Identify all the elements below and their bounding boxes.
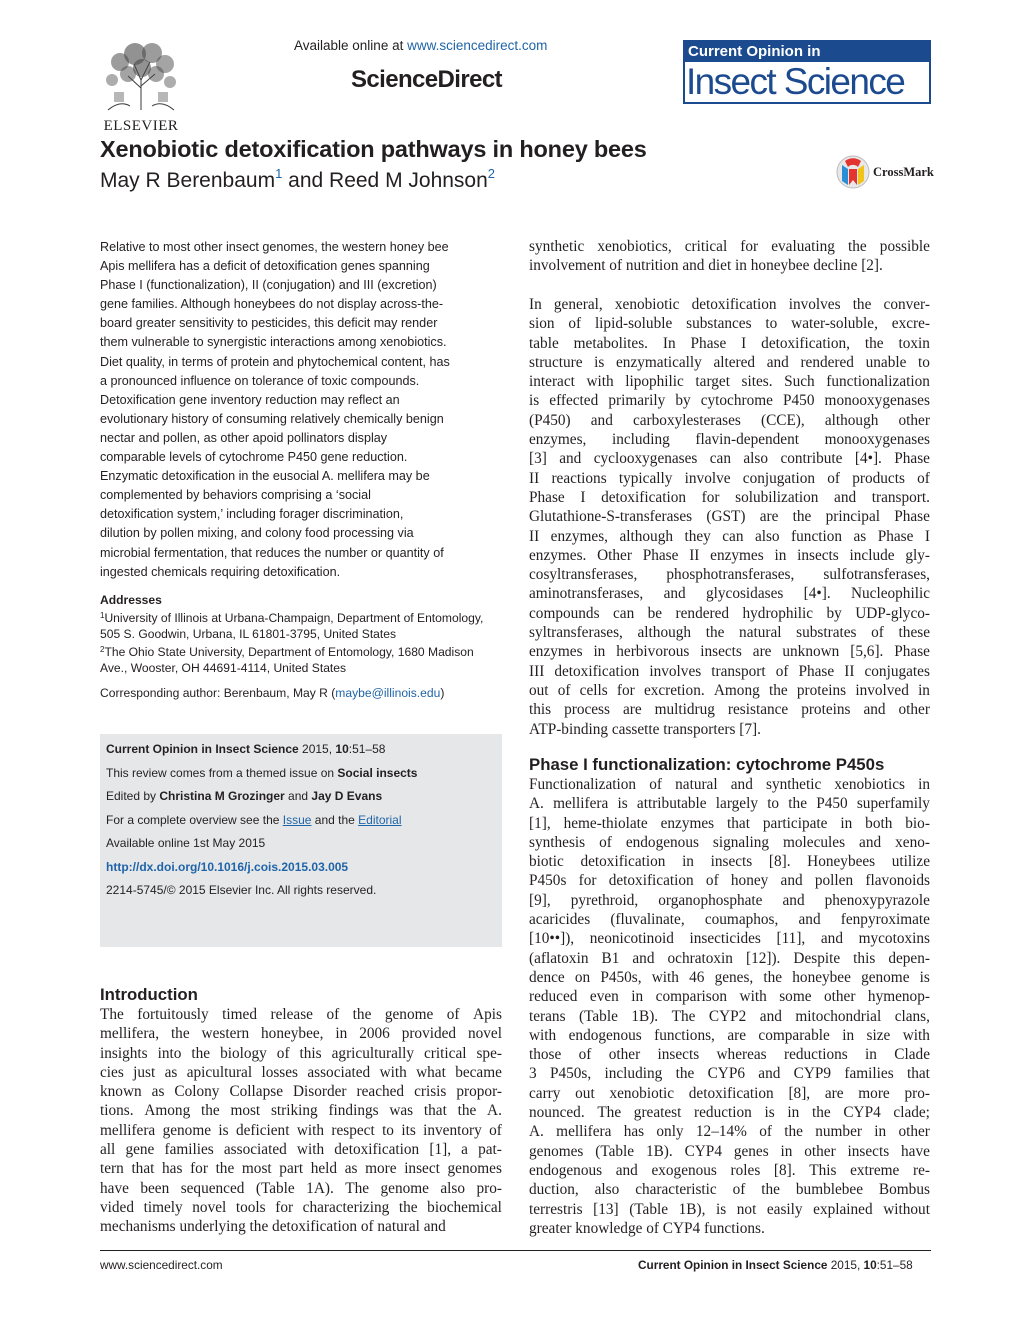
sciencedirect-link[interactable]: www.sciencedirect.com bbox=[407, 38, 548, 53]
author-2: Reed M Johnson bbox=[329, 169, 488, 192]
text-line: [3] and cyclooxygenases can also contribute [4•]. Phase bbox=[529, 450, 930, 468]
overview-line: For a complete overview see the Issue and the Editorial bbox=[106, 812, 402, 827]
text-line: involvement of nutrition and diet in honeybee decline [2]. bbox=[529, 257, 883, 275]
text-line: sion of lipid-soluble substances to water-soluble, excre- bbox=[529, 315, 930, 333]
text-line: syltransferases, although the natural substrates of these bbox=[529, 624, 930, 642]
text-line: board greater sensitivity to pesticides, this deficit may render bbox=[100, 316, 438, 331]
crossmark-label: CrossMark bbox=[873, 164, 934, 179]
editorial-link[interactable]: Editorial bbox=[358, 812, 402, 827]
right-paragraph-3 bbox=[529, 775, 930, 1238]
author-2-affiliation[interactable]: 2 bbox=[487, 166, 496, 181]
text-line: II reactions typically involve conjugation of products of bbox=[529, 469, 930, 487]
text-line: mellifera, the western honeybee, in 2006 provided novel bbox=[100, 1025, 502, 1043]
text-line: those of other insects whereas reductions in Clade bbox=[529, 1046, 930, 1064]
text-line: enzymes in herbivorous insects are unknown [5,6]. Phase bbox=[529, 643, 930, 661]
footer-website[interactable]: www.sciencedirect.com bbox=[100, 1258, 223, 1272]
text-line: synthetic xenobiotics, critical for evaluating the possible bbox=[529, 238, 930, 255]
text-line: is effected primarily by cytochrome P450 monooxygenases bbox=[529, 392, 930, 410]
text-line: II enzymes, although they can also function as Phase I bbox=[529, 527, 930, 545]
text-line: greater knowledge of CYP4 functions. bbox=[529, 1219, 765, 1237]
text-line: Functionalization of natural and synthetic xenobiotics in bbox=[529, 776, 930, 793]
text-line: comparable levels of cytochrome P450 gene reduction. bbox=[100, 450, 408, 465]
right-paragraph-1 bbox=[529, 237, 930, 276]
addresses bbox=[100, 593, 505, 676]
issue-link[interactable]: Issue bbox=[282, 812, 312, 827]
text-line: III detoxification involves transport of Phase II conjugates bbox=[529, 662, 930, 680]
text-line: biotic detoxification in insects [8]. Honeybees utilize bbox=[529, 853, 930, 871]
address-2-line-2: Ave., Wooster, OH 44691-4114, United States bbox=[100, 660, 347, 675]
text-line: In general, xenobiotic detoxification involves the conver- bbox=[529, 296, 930, 313]
text-line: out of cells for excretion. Among the proteins involved in bbox=[529, 681, 930, 699]
text-line: terans (Table 1B). The CYP2 and mitochondrial clans, bbox=[529, 1007, 930, 1025]
text-line: Phase I detoxification for solubilization and transport. bbox=[529, 488, 930, 506]
text-line: carry out xenobiotic detoxification [8], are more pro- bbox=[529, 1084, 930, 1102]
text-line: Relative to most other insect genomes, the western honey bee bbox=[100, 240, 449, 254]
text-line: mechanisms underlying the detoxification of natural and bbox=[100, 1218, 446, 1236]
introduction-heading: Introduction bbox=[100, 985, 198, 1004]
elsevier-tree-icon bbox=[100, 40, 182, 112]
text-line: gene families. Although honeybees do not display across-the- bbox=[100, 297, 444, 312]
text-line: compounds can be rendered hydrophilic by UDP-glyco- bbox=[529, 604, 930, 622]
text-line: cosyltransferases, phosphotransferases, sulfotransferases, bbox=[529, 566, 930, 584]
author-1-affiliation[interactable]: 1 bbox=[275, 166, 283, 181]
text-line: a pronounced influence on tolerance of toxic compounds. bbox=[100, 373, 420, 388]
addresses-heading: Addresses bbox=[100, 593, 162, 607]
introduction-body bbox=[100, 1005, 502, 1237]
text-line: terrestris [13] (Table 1B), is not easily explained without bbox=[529, 1200, 930, 1218]
text-line: mellifera genome is deficient with respect to its inventory of bbox=[100, 1121, 502, 1139]
publisher-name: ELSEVIER bbox=[103, 118, 179, 134]
sciencedirect-brand: ScienceDirect bbox=[351, 66, 502, 93]
text-line: insights into the biology of this agriculturally critical spe- bbox=[100, 1044, 502, 1062]
text-line: 3 P450s, including the CYP6 and CYP9 families that bbox=[529, 1065, 930, 1083]
abstract bbox=[100, 238, 496, 582]
theme-line: This review comes from a themed issue on Social insects bbox=[106, 765, 418, 780]
address-2: $^2$The Ohio State University, Department of Entomology, 1680 Madison bbox=[100, 645, 474, 660]
text-line: dence on P450s, with 46 genes, the honeybee genome is bbox=[529, 968, 930, 986]
text-line: this process are multidrug resistance proteins and other bbox=[529, 701, 930, 719]
available-online bbox=[294, 38, 547, 53]
citation-line: Current Opinion in Insect Science 2015, 10:51–58 bbox=[106, 742, 386, 756]
article-info-box bbox=[100, 734, 502, 947]
text-line: enzymes. Other Phase II enzymes in insects include gly- bbox=[529, 546, 930, 564]
article-title: Xenobiotic detoxification pathways in honey bees bbox=[100, 136, 647, 162]
text-line: vided timely novel tools for characterizing the biochemical bbox=[100, 1198, 502, 1216]
available-prefix: Available online at bbox=[294, 38, 408, 53]
text-line: [9], pyrethroid, organophosphate and phenoxypyrazole bbox=[529, 891, 930, 909]
footer-rule bbox=[100, 1250, 931, 1251]
text-line: all gene families associated with detoxification [1], a pat- bbox=[100, 1141, 502, 1159]
text-line: evolutionary history of consuming relatively chemically benign bbox=[100, 411, 444, 426]
text-line: tern that has for the most part held as more insect genomes bbox=[100, 1160, 502, 1178]
text-line: detoxification system,’ including forager discrimination, bbox=[100, 507, 404, 522]
editors-line: Edited by Christina M Grozinger and Jay D Evans bbox=[106, 789, 383, 803]
doi-link[interactable]: http://dx.doi.org/10.1016/j.cois.2015.03.005 bbox=[106, 859, 349, 874]
journal-logo-top: Current Opinion in bbox=[685, 42, 929, 62]
crossmark-badge[interactable] bbox=[836, 153, 936, 191]
text-line: cies just as apicultural losses associated with what became bbox=[100, 1063, 502, 1081]
journal-logo bbox=[683, 40, 931, 104]
journal-logo-bottom: Insect Science bbox=[686, 61, 905, 102]
text-line: Detoxification gene inventory reduction may reflect an bbox=[100, 392, 400, 407]
text-line: P450s for detoxification of honey and pollen flavonoids bbox=[529, 872, 930, 890]
address-1: $^1$University of Illinois at Urbana-Champaign, Department of Entomology, bbox=[100, 611, 484, 626]
text-line: aminotransferases, and glycosidases [4•]. Nucleophilic bbox=[529, 585, 930, 603]
text-line: [10••]), neonicotinoid insecticides [11], and mycotoxins bbox=[529, 930, 930, 948]
text-line: table metabolites. In Phase I detoxification, the toxin bbox=[529, 334, 930, 352]
text-line: dilution by pollen mixing, and colony food processing via bbox=[100, 526, 414, 541]
text-line: genomes (Table 1B). CYP4 genes in other insects have bbox=[529, 1142, 930, 1160]
text-line: ingested chemicals requiring detoxification. bbox=[100, 564, 341, 579]
text-line: nounced. The greatest reduction is in the CYP4 clade; bbox=[529, 1104, 930, 1122]
text-line: endogenous and exogenous roles [8]. This extreme re- bbox=[529, 1161, 930, 1179]
text-line: with endogenous functions, are comparable in size with bbox=[529, 1026, 930, 1044]
author-1: May R Berenbaum bbox=[100, 169, 276, 192]
text-line: The fortuitously timed release of the genome of Apis bbox=[100, 1006, 502, 1023]
text-line: A. mellifera is attributable largely to the P450 superfamily bbox=[529, 795, 930, 813]
address-1-line-2: 505 S. Goodwin, Urbana, IL 61801-3795, United States bbox=[100, 626, 397, 641]
text-line: ATP-binding cassette transporters [7]. bbox=[529, 720, 761, 738]
text-line: known as Colony Collapse Disorder reached crisis propor- bbox=[100, 1083, 502, 1101]
text-line: Diet quality, in terms of protein and phytochemical content, has bbox=[100, 354, 450, 369]
copyright-line: 2214-5745/© 2015 Elsevier Inc. All rights reserved. bbox=[106, 883, 377, 897]
doi-line bbox=[106, 856, 502, 880]
text-line: microbial fermentation, that reduces the number or quantity of bbox=[100, 545, 444, 560]
corresponding-author: Corresponding author: Berenbaum, May R (maybe@illinois.edu) bbox=[100, 686, 445, 700]
text-line: reduced even in comparison with some other hymenop- bbox=[529, 988, 930, 1006]
text-line: Enzymatic detoxification in the eusocial A. mellifera may be bbox=[100, 469, 430, 484]
text-line: A. mellifera has only 12–14% of the number in other bbox=[529, 1123, 930, 1141]
text-line: [1], heme-thiolate enzymes that participate in both bio- bbox=[529, 814, 930, 832]
author-list bbox=[100, 166, 495, 193]
right-paragraph-2 bbox=[529, 295, 930, 739]
text-line: interact with lipophilic target sites. Such functionalization bbox=[529, 373, 930, 391]
text-line: (P450) and carboxylesterases (CCE), although other bbox=[529, 411, 930, 429]
text-line: structure is enzymatically altered and rendered unable to bbox=[529, 353, 930, 371]
p450-heading: Phase I functionalization: cytochrome P450s bbox=[529, 755, 885, 774]
text-line: them vulnerable to synergistic interactions among xenobiotics. bbox=[100, 335, 447, 350]
crossmark-icon bbox=[836, 155, 870, 189]
author-separator: and bbox=[282, 169, 330, 192]
elsevier-logo bbox=[100, 40, 182, 134]
text-line: synthesis of endogenous signaling molecules and xeno- bbox=[529, 833, 930, 851]
text-line: duction, also characteristic of the bumblebee Bombus bbox=[529, 1181, 930, 1199]
author-email-link[interactable]: maybe@illinois.edu bbox=[335, 686, 441, 700]
text-line: enzymes, including flavin-dependent monooxygenases bbox=[529, 431, 930, 449]
footer-citation: Current Opinion in Insect Science 2015, 10:51–58 bbox=[638, 1258, 913, 1272]
text-line: complemented by behaviors comprising a ‘social bbox=[100, 488, 371, 503]
text-line: Apis mellifera has a deficit of detoxification genes spanning bbox=[100, 259, 430, 274]
available-date: Available online 1st May 2015 bbox=[106, 836, 266, 850]
text-line: acaricides (fluvalinate, coumaphos, and fenpyroximate bbox=[529, 911, 930, 929]
text-line: Glutathione-S-transferases (GST) are the principal Phase bbox=[529, 508, 930, 526]
text-line: tions. Among the most striking findings was that the A. bbox=[100, 1102, 502, 1120]
text-line: nectar and pollen, as other apoid pollinators display bbox=[100, 430, 388, 445]
text-line: Phase I (functionalization), II (conjugation) and III (excretion) bbox=[100, 278, 437, 293]
text-line: have been sequenced (Table 1A). The genome also pro- bbox=[100, 1179, 502, 1197]
text-line: (aflatoxin B1 and ochratoxin [12]). Despite this depen- bbox=[529, 949, 930, 967]
